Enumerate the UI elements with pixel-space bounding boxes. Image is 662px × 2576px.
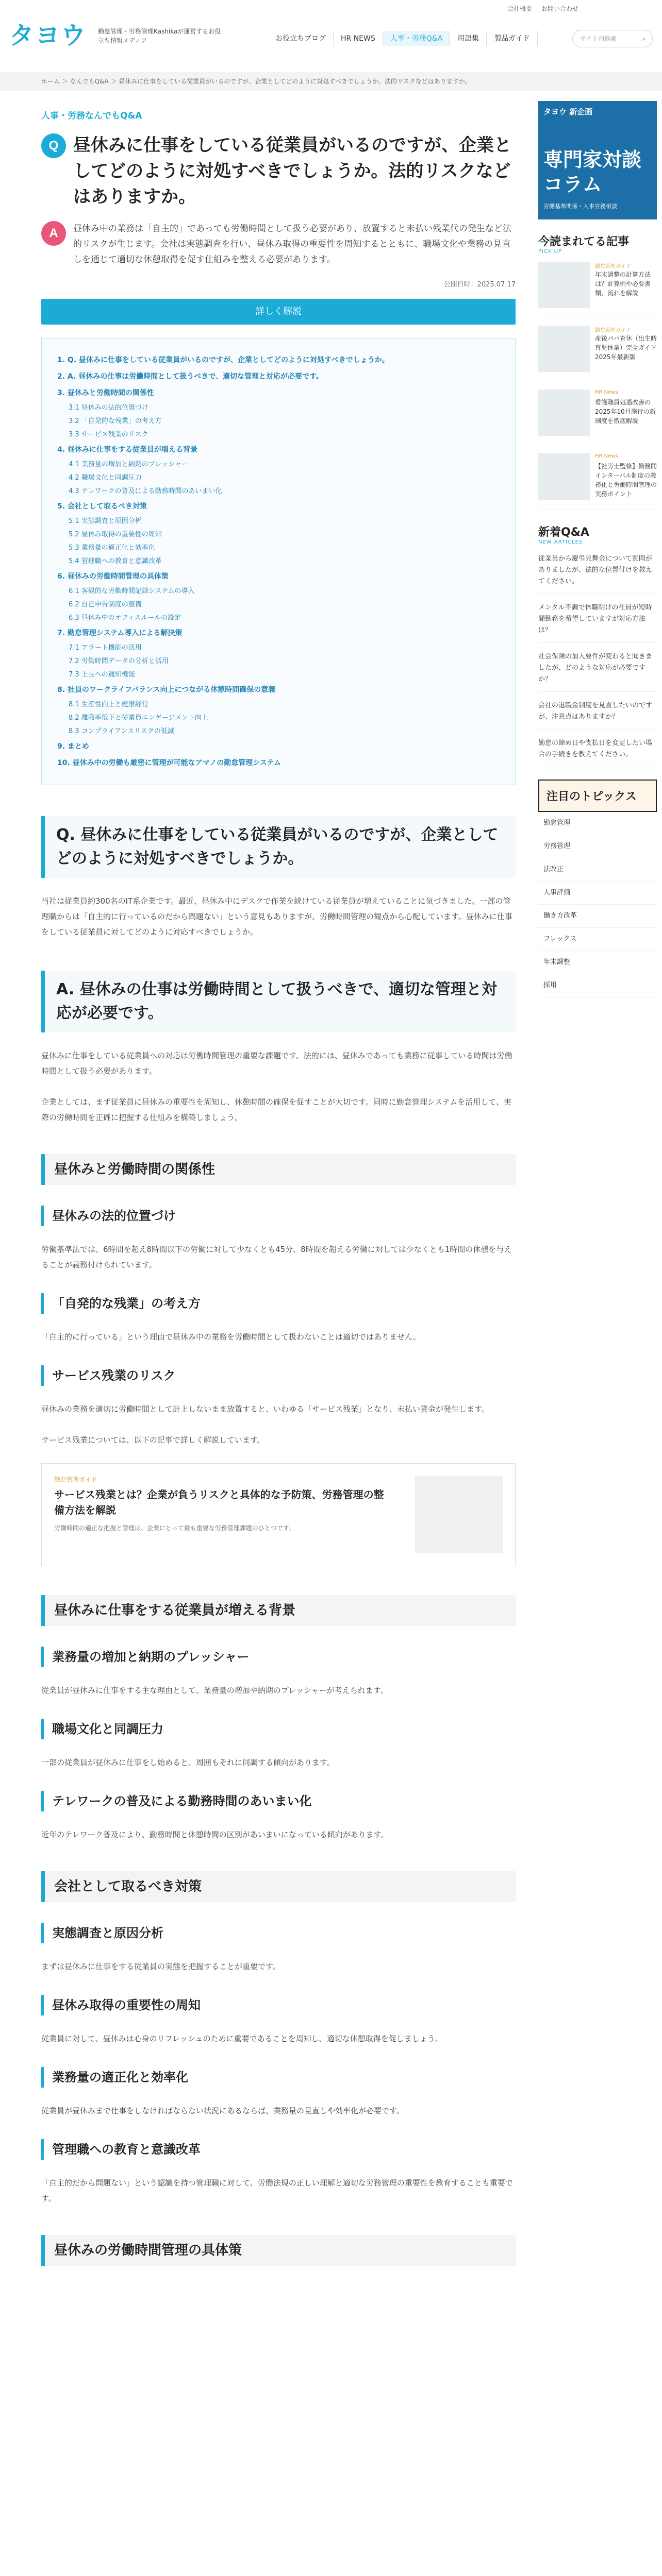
topics-heading: 注目のトピックス <box>538 779 657 812</box>
section-4-2-heading: 職場文化と同調圧力 <box>41 1719 516 1739</box>
answer-intro: 昼休み中の業務は「自主的」であっても労働時間として扱う必要があり、放置すると未払い残業代の発生など法的リスクが生じます。会社は実態調査を行い、昼休み取得の重要性を周知するとともに、職場文化や業務の見直しを通じて適切な休憩取得を促す仕組みを整える必要があります。 <box>73 224 511 265</box>
q-heading: Q. 昼休みに仕事をしている従業員がいるのですが、企業としてどのように対処すべきでしょうか。 <box>41 816 516 878</box>
popular-category: HR News <box>595 453 618 459</box>
new-qa-item[interactable]: 従業員から慶弔見舞金について質問がありましたが、法的な位置付けを教えてください。 <box>538 553 657 594</box>
section-5-1-text: まずは昼休みに仕事をする従業員の実態を把握することが重要です。 <box>41 1962 280 1971</box>
a-badge: A <box>41 221 66 246</box>
toc-item[interactable]: 2. A. 昼休みの仕事は労働時間として扱うべきで、適切な管理と対応が必要です。 <box>57 372 323 381</box>
popular-list <box>538 262 657 510</box>
popular-title[interactable]: 産後パパ育休（出生時育児休業）完全ガイド2025年最新版 <box>595 335 657 361</box>
main-nav <box>268 31 538 46</box>
toc-item[interactable]: 7. 勤怠管理システム導入による解決策 <box>57 629 183 637</box>
toc-subitem[interactable]: 4.3 テレワークの普及による勤務時間のあいまい化 <box>69 487 222 495</box>
toc-item[interactable]: 10. 昼休み中の労働も厳密に管理が可能なアマノの勤怠管理システム <box>57 759 281 767</box>
promo-sub-text: 労働基準関係・人事労務相談 <box>543 203 617 210</box>
section-4-3-heading: テレワークの普及による勤務時間のあいまい化 <box>41 1791 516 1811</box>
new-qa-item[interactable]: メンタル不調で休職明けの社員が短時間勤務を希望していますが対応方法は？ <box>538 602 657 643</box>
section-5-2-text: 従業員に対して、昼休みは心身のリフレッシュのために重要であることを周知し、適切な休憩取得を促しましょう。 <box>41 2034 443 2043</box>
q-paragraph: 当社は従業員約300名のIT系企業です。最近、昼休み中にデスクで作業を続けている従業員が増えていることに気づきました。一部の管理職からは「自主的に行っているのだから問題ない」という意見もありますが、労働時間管理の観点から心配しています。昼休みに仕事をしている従業員に対してどのように対応すべきでしょうか。 <box>41 896 512 937</box>
related-article-card[interactable] <box>41 1463 516 1566</box>
popular-category: 勤怠管理ガイド <box>595 328 631 333</box>
site-header <box>0 0 662 72</box>
toc-subitem[interactable]: 7.2 労働時間データの分析と活用 <box>69 657 169 665</box>
a-paragraph-2: 企業としては、まず従業員に昼休みの重要性を周知し、休憩時間の確保を促すことが大切です。同時に勤怠管理システムを活用して、実際の労働時間を正確に把握する仕組みを構築しましょう。 <box>41 1097 512 1122</box>
promo-top-text: タヨウ 新企画 <box>543 107 593 116</box>
section-4-heading: 昼休みに仕事をする従業員が増える背景 <box>41 1595 516 1626</box>
topics-list <box>538 812 657 997</box>
question-block <box>41 132 516 210</box>
popular-heading: 今読まれてる記事 <box>538 235 630 248</box>
toc-subitem[interactable]: 5.4 管理職への教育と意識改革 <box>69 557 162 565</box>
new-qa-item[interactable]: 会社の退職金制度を見直したいのですが、注意点はありますか？ <box>538 700 657 730</box>
header-top-links <box>500 4 578 13</box>
popular-subheading: PICK UP <box>538 249 562 255</box>
toc-subitem[interactable]: 7.1 アラート機能の活用 <box>69 644 142 652</box>
card-thumbnail[interactable] <box>415 1476 503 1553</box>
toc-subitem[interactable]: 6.2 自己申告制度の整備 <box>69 601 142 608</box>
toc-item[interactable]: 4. 昼休みに仕事をする従業員が増える背景 <box>57 446 197 454</box>
toc-item[interactable]: 9. まとめ <box>57 742 89 751</box>
toc-item[interactable]: 3. 昼休みと労働時間の関係性 <box>57 389 154 397</box>
toc-item[interactable]: 1. Q. 昼休みに仕事をしている従業員がいるのですが、企業としてどのように対処すべきでしょうか。 <box>57 356 389 364</box>
search-icon[interactable]: ⌕ <box>642 35 646 42</box>
popular-thumbnail[interactable] <box>538 389 590 436</box>
new-qa-heading: 新着Q&A <box>538 526 589 539</box>
popular-thumbnail[interactable] <box>538 453 590 500</box>
popular-title[interactable]: 看護職員処遇改善の2025年10月施行の新制度を徹底解説 <box>595 399 656 425</box>
topic-link[interactable]: フレックス <box>538 928 657 951</box>
table-of-contents <box>41 338 516 785</box>
nav-item-qa[interactable]: 人事・労務Q&A <box>383 31 451 46</box>
topic-link[interactable]: 労務管理 <box>538 835 657 858</box>
toc-subitem[interactable]: 3.1 昼休みの法的位置づけ <box>69 404 148 412</box>
topic-link[interactable]: 年末調整 <box>538 951 657 974</box>
new-qa-item[interactable]: 社会保険の加入要件が変わると聞きましたが、どのような対応が必要ですか？ <box>538 651 657 692</box>
section-5-2-heading: 昼休み取得の重要性の周知 <box>41 1995 516 2015</box>
new-qa-subheading: NEW ARTICLES <box>538 539 583 545</box>
nav-item-hr-news[interactable]: HR NEWS <box>334 31 383 46</box>
top-link-company[interactable]: 会社概要 <box>507 5 533 12</box>
section-3-3-text: 昼休みの業務を適切に労働時間として計上しないまま放置すると、いわゆる「サービス残業」となり、未払い賃金が発生します。 <box>41 1404 489 1414</box>
popular-item[interactable] <box>538 326 657 382</box>
nav-item-blog[interactable]: お役立ちブログ <box>268 31 334 46</box>
detail-button[interactable]: 詳しく解説 <box>41 299 516 325</box>
toc-subitem[interactable]: 3.2 「自発的な残業」の考え方 <box>69 417 162 425</box>
promo-banner[interactable] <box>538 101 657 219</box>
article <box>41 108 516 2266</box>
topic-link[interactable]: 採用 <box>538 974 657 997</box>
section-3-3-heading: サービス残業のリスク <box>41 1365 516 1386</box>
toc-subitem[interactable]: 8.2 離職率低下と従業員エンゲージメント向上 <box>69 714 208 722</box>
toc-subitem[interactable]: 5.3 業務量の適正化と効率化 <box>69 544 155 552</box>
section-6-heading: 昼休みの労働時間管理の具体策 <box>41 2235 516 2266</box>
popular-category: 勤怠管理ガイド <box>595 264 631 269</box>
new-qa-list <box>538 553 657 767</box>
section-3-heading: 昼休みと労働時間の関係性 <box>41 1154 516 1185</box>
page-title: 昼休みに仕事をしている従業員がいるのですが、企業としてどのように対処すべきでしょうか。法的リスクなどはありますか。 <box>73 135 511 207</box>
a-heading: A. 昼休みの仕事は労働時間として扱うべきで、適切な管理と対応が必要です。 <box>41 971 516 1032</box>
card-category: 勤怠管理ガイド <box>54 1476 97 1483</box>
section-5-1-heading: 実態調査と原因分析 <box>41 1923 516 1943</box>
section-5-4-heading: 管理職への教育と意識改革 <box>41 2139 516 2160</box>
breadcrumb[interactable]: ホーム ＞ なんでもQ&A ＞ 昼休みに仕事をしている従業員がいるのですが、企業としてどのように対処すべきでしょうか。法的リスクなどはありますか。 <box>0 72 662 91</box>
popular-title[interactable]: 年末調整の計算方法は？計算例や必要書類、流れを解説 <box>595 271 651 297</box>
sidebar <box>538 101 657 997</box>
article-category[interactable]: 人事・労務なんでもQ&A <box>41 111 142 121</box>
section-5-3-text: 従業員が昼休みまで仕事をしなければならない状況にあるならば、業務量の見直しや効率化が必要です。 <box>41 2106 404 2115</box>
topic-link[interactable]: 人事評価 <box>538 882 657 905</box>
popular-title[interactable]: 【社労士監修】勤務間インターバル制度の義務化と労働時間管理の実務ポイント <box>595 463 657 498</box>
promo-main-text: 専門家対談コラム <box>543 148 642 196</box>
toc-subitem[interactable]: 6.1 客観的な労働時間記録システムの導入 <box>69 587 195 595</box>
a-paragraph-1: 昼休みに仕事をしている従業員への対応は労働時間管理の重要な課題です。法的には、昼休みであっても業務に従事している時間は労働時間として扱う必要があります。 <box>41 1051 512 1076</box>
popular-category: HR News <box>595 389 618 395</box>
toc-subitem[interactable]: 4.2 職場文化と同調圧力 <box>69 474 142 482</box>
search-input[interactable]: サイト内検索 ⌕ <box>572 30 653 47</box>
topic-link[interactable]: 勤怠管理 <box>538 812 657 835</box>
nav-item-glossary[interactable]: 用語集 <box>450 31 487 46</box>
section-4-2-text: 一部の従業員が昼休みに仕事をし始めると、周囲もそれに同調する傾向があります。 <box>41 1758 335 1767</box>
toc-subitem[interactable]: 6.3 昼休み中のオフィスルールの設定 <box>69 614 181 622</box>
section-4-3-text: 近年のテレワーク普及により、勤務時間と休憩時間の区別があいまいになっている傾向があります。 <box>41 1830 389 1839</box>
section-3-3-text-2: サービス残業については、以下の記事で詳しく解説しています。 <box>41 1435 265 1445</box>
toc-item[interactable]: 8. 社員のワークライフバランス向上につながる休憩時間確保の意義 <box>57 686 276 694</box>
toc-subitem[interactable]: 3.3 サービス残業のリスク <box>69 431 148 438</box>
toc-subitem[interactable]: 5.1 実態調査と原因分析 <box>69 517 142 525</box>
toc-item[interactable]: 6. 昼休みの労働時間管理の具体策 <box>57 572 169 581</box>
site-tagline: 勤怠管理・労務管理Kashikaが運営するお役立ち情報メディア <box>98 28 221 44</box>
top-link-contact[interactable]: お問い合わせ <box>541 5 578 12</box>
popular-item[interactable] <box>538 262 657 318</box>
topic-link[interactable]: 働き方改革 <box>538 905 657 928</box>
toc-subitem[interactable]: 8.3 コンプライアンスリスクの低減 <box>69 727 174 735</box>
card-title[interactable]: サービス残業とは？企業が負うリスクと具体的な予防策、労務管理の整備方法を解説 <box>54 1488 384 1516</box>
section-3-2-text: 「自主的に行っている」という理由で昼休み中の業務を労働時間として扱わないことは適切ではありません。 <box>41 1332 421 1342</box>
answer-block <box>41 221 516 267</box>
toc-subitem[interactable]: 7.3 上長への通知機能 <box>69 671 135 679</box>
section-5-4-text: 「自主的だから問題ない」という認識を持つ管理職に対して、労働法規の正しい理解と適切な労務管理の重要性を教育することも重要です。 <box>41 2178 513 2203</box>
popular-item[interactable] <box>538 389 657 446</box>
nav-item-products[interactable]: 製品ガイド <box>487 31 538 46</box>
site-logo[interactable]: タヨウ <box>9 22 87 49</box>
section-3-1-text: 労働基準法では、6時間を超え8時間以下の労働に対して少なくとも45分、8時間を超える労働に対しては少なくとも1時間の休憩を与えることが義務付けられています。 <box>41 1245 512 1269</box>
toc-subitem[interactable]: 4.1 業務量の増加と納期のプレッシャー <box>69 461 188 468</box>
publish-date: 公開日時：2025.07.17 <box>443 281 516 289</box>
card-description: 労働時間の適正な把握と管理は、企業にとって最も重要な労務管理課題のひとつです。 <box>54 1524 295 1532</box>
toc-subitem[interactable]: 5.2 昼休み取得の重要性の周知 <box>69 531 162 538</box>
section-3-1-heading: 昼休みの法的位置づけ <box>41 1206 516 1226</box>
q-badge: Q <box>41 133 66 158</box>
popular-thumbnail[interactable] <box>538 326 590 372</box>
popular-thumbnail[interactable] <box>538 262 590 308</box>
toc-item[interactable]: 5. 会社として取るべき対策 <box>57 502 147 511</box>
section-5-heading: 会社として取るべき対策 <box>41 1871 516 1902</box>
topic-link[interactable]: 法改正 <box>538 858 657 882</box>
new-qa-item[interactable]: 勤怠の締め日や支払日を変更したい場合の手続きを教えてください。 <box>538 738 657 767</box>
section-3-2-heading: 「自発的な残業」の考え方 <box>41 1293 516 1314</box>
toc-subitem[interactable]: 8.1 生産性向上と健康経営 <box>69 701 148 708</box>
section-4-1-heading: 業務量の増加と納期のプレッシャー <box>41 1647 516 1667</box>
section-4-1-text: 従業員が昼休みに仕事をする主な理由として、業務量の増加や納期のプレッシャーが考えられます。 <box>41 1686 388 1695</box>
popular-item[interactable] <box>538 453 657 510</box>
section-5-3-heading: 業務量の適正化と効率化 <box>41 2067 516 2088</box>
